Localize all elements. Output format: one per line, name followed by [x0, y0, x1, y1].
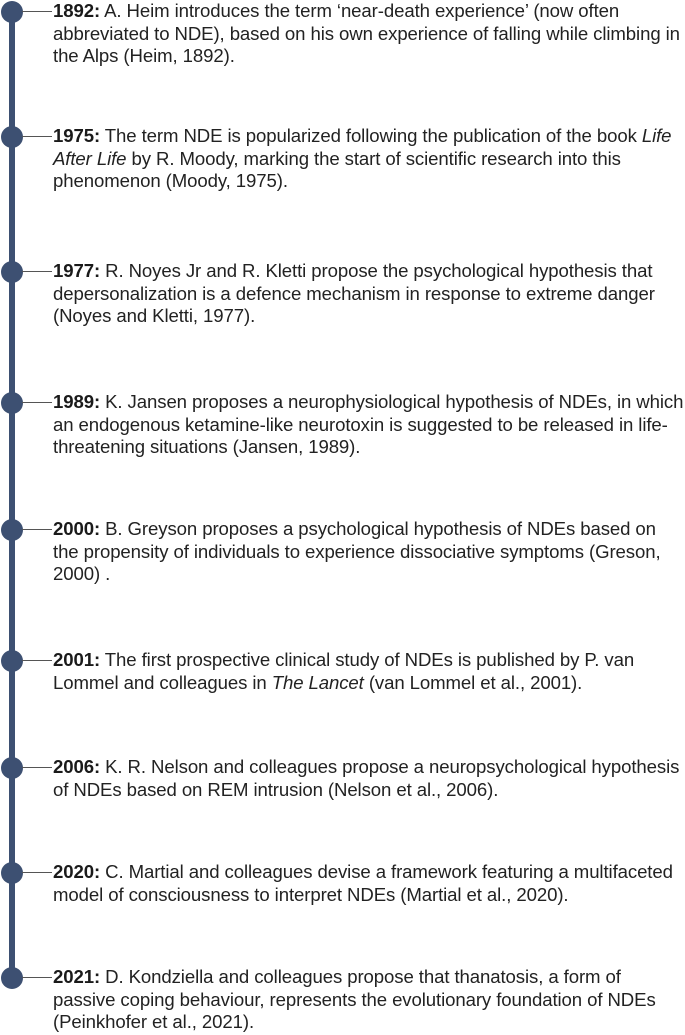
entry-text: [53, 966, 685, 1034]
timeline-dot: [1, 519, 23, 541]
connector-line: [22, 136, 52, 137]
timeline-dot: [1, 261, 23, 283]
entry-year: 2006:: [53, 756, 101, 777]
entry-text: [53, 260, 685, 328]
entry-text: [53, 861, 685, 906]
entry-year: 2020:: [53, 861, 101, 882]
entry-year: 2021:: [53, 966, 101, 987]
entry-description: The term NDE is popularized following the publication of the book: [100, 125, 642, 146]
timeline-dot: [1, 650, 23, 672]
entry-description: R. Noyes Jr and R. Kletti propose the psychological hypothesis that depersonalization is a defence mechanism in response to extreme danger (Noyes and Kletti, 1977).: [53, 260, 655, 327]
timeline-line: [9, 12, 15, 978]
timeline-dot: [1, 392, 23, 414]
entry-year: 2000:: [53, 518, 101, 539]
timeline-dot: [1, 757, 23, 779]
entry-year: 1892:: [53, 0, 101, 21]
entry-title-italic: The Lancet: [271, 671, 364, 693]
connector-line: [22, 767, 52, 768]
connector-line: [22, 660, 52, 661]
entry-description-continued: by R. Moody, marking the start of scientific research into this phenomenon (Moody, 1975).: [53, 147, 621, 192]
entry-year: 1975:: [53, 125, 101, 146]
entry-title-italic: Life After Life: [53, 125, 672, 169]
entry-text: [53, 0, 685, 68]
connector-line: [22, 529, 52, 530]
entry-description-continued: (van Lommel et al., 2001).: [363, 671, 583, 693]
entry-description: D. Kondziella and colleagues propose that thanatosis, a form of passive coping behaviour, represents the evolutionary foundation of NDEs (Peinkhofer et al., 2021).: [53, 966, 656, 1033]
entry-text: [53, 518, 685, 586]
connector-line: [22, 271, 52, 272]
timeline-dot: [1, 967, 23, 989]
entry-description: The first prospective clinical study of NDEs is published by P. van Lommel and colleagues in: [53, 649, 635, 693]
entry-year: 1977:: [53, 260, 101, 281]
timeline-dot: [1, 862, 23, 884]
entry-description: C. Martial and colleagues devise a framework featuring a multifaceted model of consciousness to interpret NDEs (Martial et al., 2020).: [53, 861, 673, 905]
entry-description: A. Heim introduces the term ‘near-death experience’ (now often abbreviated to NDE), based on his own experience of falling while climbing in the Alps (Heim, 1892).: [53, 0, 680, 67]
entry-description: K. Jansen proposes a neurophysiological hypothesis of NDEs, in which an endogenous ketamine-like neurotoxin is suggested to be released in life-threatening situations (Jansen, 1989).: [53, 391, 684, 458]
entry-description: B. Greyson proposes a psychological hypothesis of NDEs based on the propensity of individuals to experience dissociative symptoms (Greson, 2000) .: [53, 518, 661, 585]
entry-year: 1989:: [53, 391, 101, 412]
timeline-dot: [1, 1, 23, 23]
timeline-dot: [1, 126, 23, 148]
connector-line: [22, 872, 52, 873]
entry-text: [53, 756, 685, 801]
connector-line: [22, 11, 52, 12]
entry-text: [53, 125, 685, 193]
entry-text: [53, 649, 685, 694]
entry-description: K. R. Nelson and colleagues propose a neuropsychological hypothesis of NDEs based on REM intrusion (Nelson et al., 2006).: [53, 756, 680, 800]
connector-line: [22, 977, 52, 978]
connector-line: [22, 402, 52, 403]
entry-text: [53, 391, 685, 459]
entry-year: 2001:: [53, 649, 101, 670]
